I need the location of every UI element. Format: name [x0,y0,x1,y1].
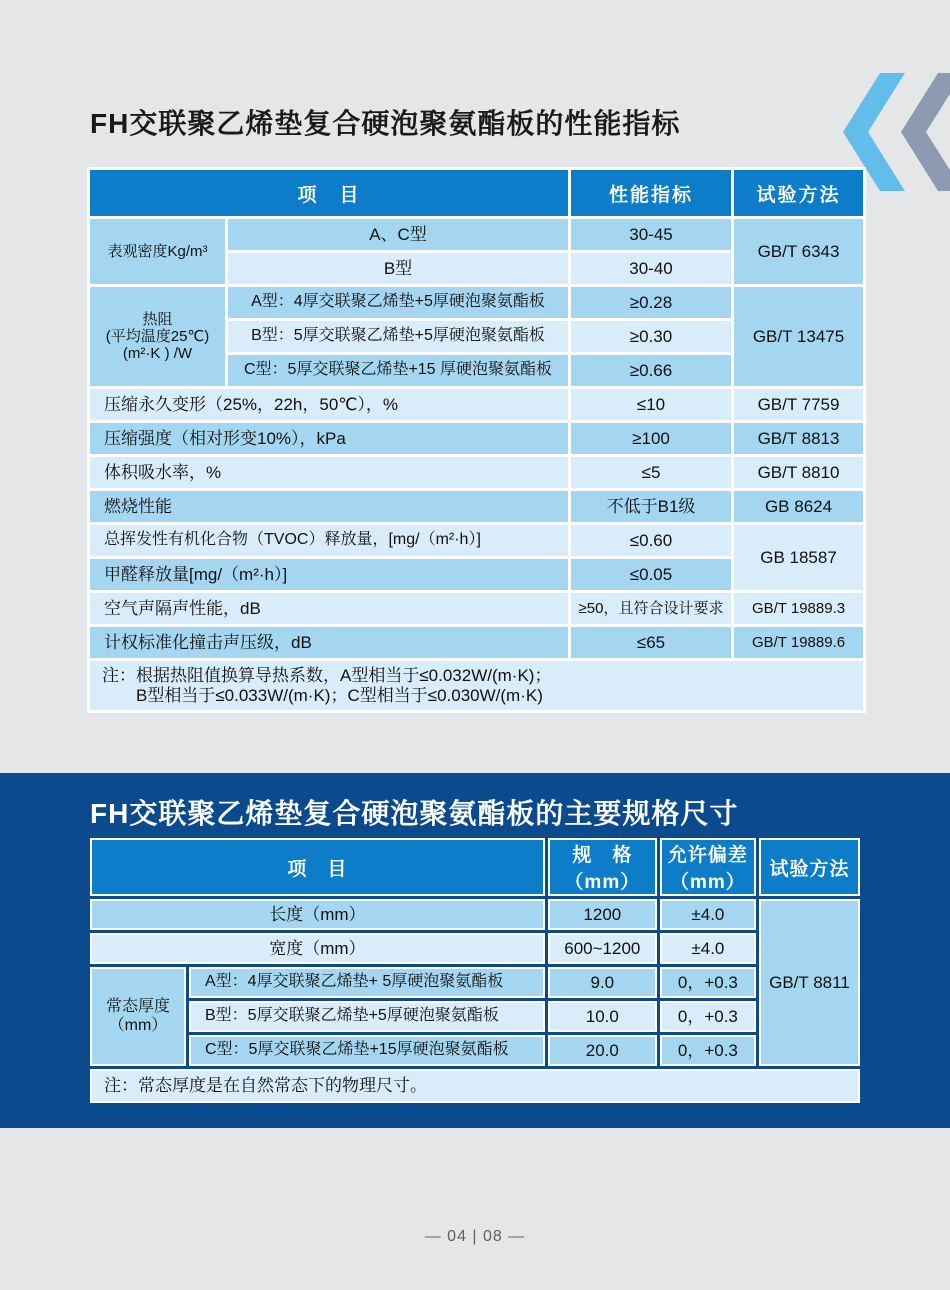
density-sub-ac: A、C型 [228,219,568,250]
thickness-sub-c: C型：5厚交联聚乙烯垫+15厚硬泡聚氨酯板 [189,1035,545,1066]
table-row [90,491,863,522]
thermal-group-label: 热阻 (平均温度25℃) (m²·K ) /W [90,287,225,386]
thermal-value-a: ≥0.28 [571,287,731,318]
table-row [90,389,863,420]
thickness-deviation-b: 0，+0.3 [660,1001,756,1032]
row-label-compressive-strength: 压缩强度（相对形变10%），kPa [90,423,568,454]
width-spec: 600~1200 [548,933,657,964]
row-method-water-absorption: GB/T 8810 [734,457,863,488]
table-row [90,899,860,930]
col-header-method: 试验方法 [734,170,863,216]
table-row [90,287,863,318]
table-row [90,525,863,556]
thermal-sub-b: B型：5厚交联聚乙烯垫+5厚硬泡聚氨酯板 [228,321,568,352]
thickness-spec-c: 20.0 [548,1035,657,1066]
thickness-spec-b: 10.0 [548,1001,657,1032]
table-row [90,627,863,658]
row-method-compression-set: GB/T 7759 [734,389,863,420]
col-header-index: 性能指标 [571,170,731,216]
table-row [90,967,860,998]
row-label-compression-set: 压缩永久变形（25%，22h，50℃），% [90,389,568,420]
table-row [90,593,863,624]
performance-table-title: FH交联聚乙烯垫复合硬泡聚氨酯板的性能指标 [90,108,681,139]
thickness-group-label: 常态厚度 （mm） [90,967,186,1066]
table-row [90,423,863,454]
col-header-item: 项 目 [90,838,545,896]
density-value-ac: 30-45 [571,219,731,250]
row-method-fire-performance: GB 8624 [734,491,863,522]
col-header-spec: 规 格 （mm） [548,838,657,896]
table2-note: 注：常态厚度是在自然常态下的物理尺寸。 [90,1069,860,1103]
thermal-value-b: ≥0.30 [571,321,731,352]
table-row [90,457,863,488]
col-header-method: 试验方法 [759,838,860,896]
table-row [90,1035,860,1066]
table-row [90,219,863,250]
thermal-method: GB/T 13475 [734,287,863,386]
row-method-airborne-sound: GB/T 19889.3 [734,593,863,624]
density-method: GB/T 6343 [734,219,863,284]
table-row [90,933,860,964]
row-method-impact-sound: GB/T 19889.6 [734,627,863,658]
row-value-airborne-sound: ≥50，且符合设计要求 [571,593,731,624]
density-value-b: 30-40 [571,253,731,284]
row-value-formaldehyde: ≤0.05 [571,559,731,590]
density-sub-b: B型 [228,253,568,284]
table-note-row [90,661,863,710]
row-value-fire-performance: 不低于B1级 [571,491,731,522]
table1-note: 注：根据热阻值换算导热系数，A型相当于≤0.032W/(m·K)； B型相当于≤0.033W/(m·K)；C型相当于≤0.030W/(m·K) [90,661,863,710]
page-number: — 04 | 08 — [424,1228,526,1245]
length-spec: 1200 [548,899,657,930]
table-row [90,1001,860,1032]
width-deviation: ±4.0 [660,933,756,964]
spec-method: GB/T 8811 [759,899,860,1066]
density-group-label: 表观密度Kg/m³ [90,219,225,284]
performance-table [87,167,866,713]
row-value-compressive-strength: ≥100 [571,423,731,454]
thickness-sub-b: B型：5厚交联聚乙烯垫+5厚硬泡聚氨酯板 [189,1001,545,1032]
row-label-airborne-sound: 空气声隔声性能，dB [90,593,568,624]
row-label-impact-sound: 计权标准化撞击声压级，dB [90,627,568,658]
length-deviation: ±4.0 [660,899,756,930]
thermal-sub-c: C型：5厚交联聚乙烯垫+15 厚硬泡聚氨酯板 [228,355,568,386]
row-label-water-absorption: 体积吸水率，% [90,457,568,488]
row-value-compression-set: ≤10 [571,389,731,420]
thermal-sub-a: A型：4厚交联聚乙烯垫+5厚硬泡聚氨酯板 [228,287,568,318]
length-label: 长度（mm） [90,899,545,930]
table-header-row [90,838,860,896]
thickness-sub-a: A型：4厚交联聚乙烯垫+ 5厚硬泡聚氨酯板 [189,967,545,998]
thickness-deviation-a: 0，+0.3 [660,967,756,998]
table-header-row [90,170,863,216]
col-header-item: 项 目 [90,170,568,216]
row-method-compressive-strength: GB/T 8813 [734,423,863,454]
width-label: 宽度（mm） [90,933,545,964]
row-label-tvoc: 总挥发性有机化合物（TVOC）释放量，[mg/（m²·h）] [90,525,568,556]
row-label-formaldehyde: 甲醛释放量[mg/（m²·h）] [90,559,568,590]
spec-table [87,835,863,1106]
row-value-water-absorption: ≤5 [571,457,731,488]
col-header-deviation: 允许偏差 （mm） [660,838,756,896]
row-value-tvoc: ≤0.60 [571,525,731,556]
table-note-row [90,1069,860,1103]
spec-table-title: FH交联聚乙烯垫复合硬泡聚氨酯板的主要规格尺寸 [90,798,739,829]
thickness-spec-a: 9.0 [548,967,657,998]
thickness-deviation-c: 0，+0.3 [660,1035,756,1066]
thermal-value-c: ≥0.66 [571,355,731,386]
row-label-fire-performance: 燃烧性能 [90,491,568,522]
voc-method: GB 18587 [734,525,863,590]
row-value-impact-sound: ≤65 [571,627,731,658]
